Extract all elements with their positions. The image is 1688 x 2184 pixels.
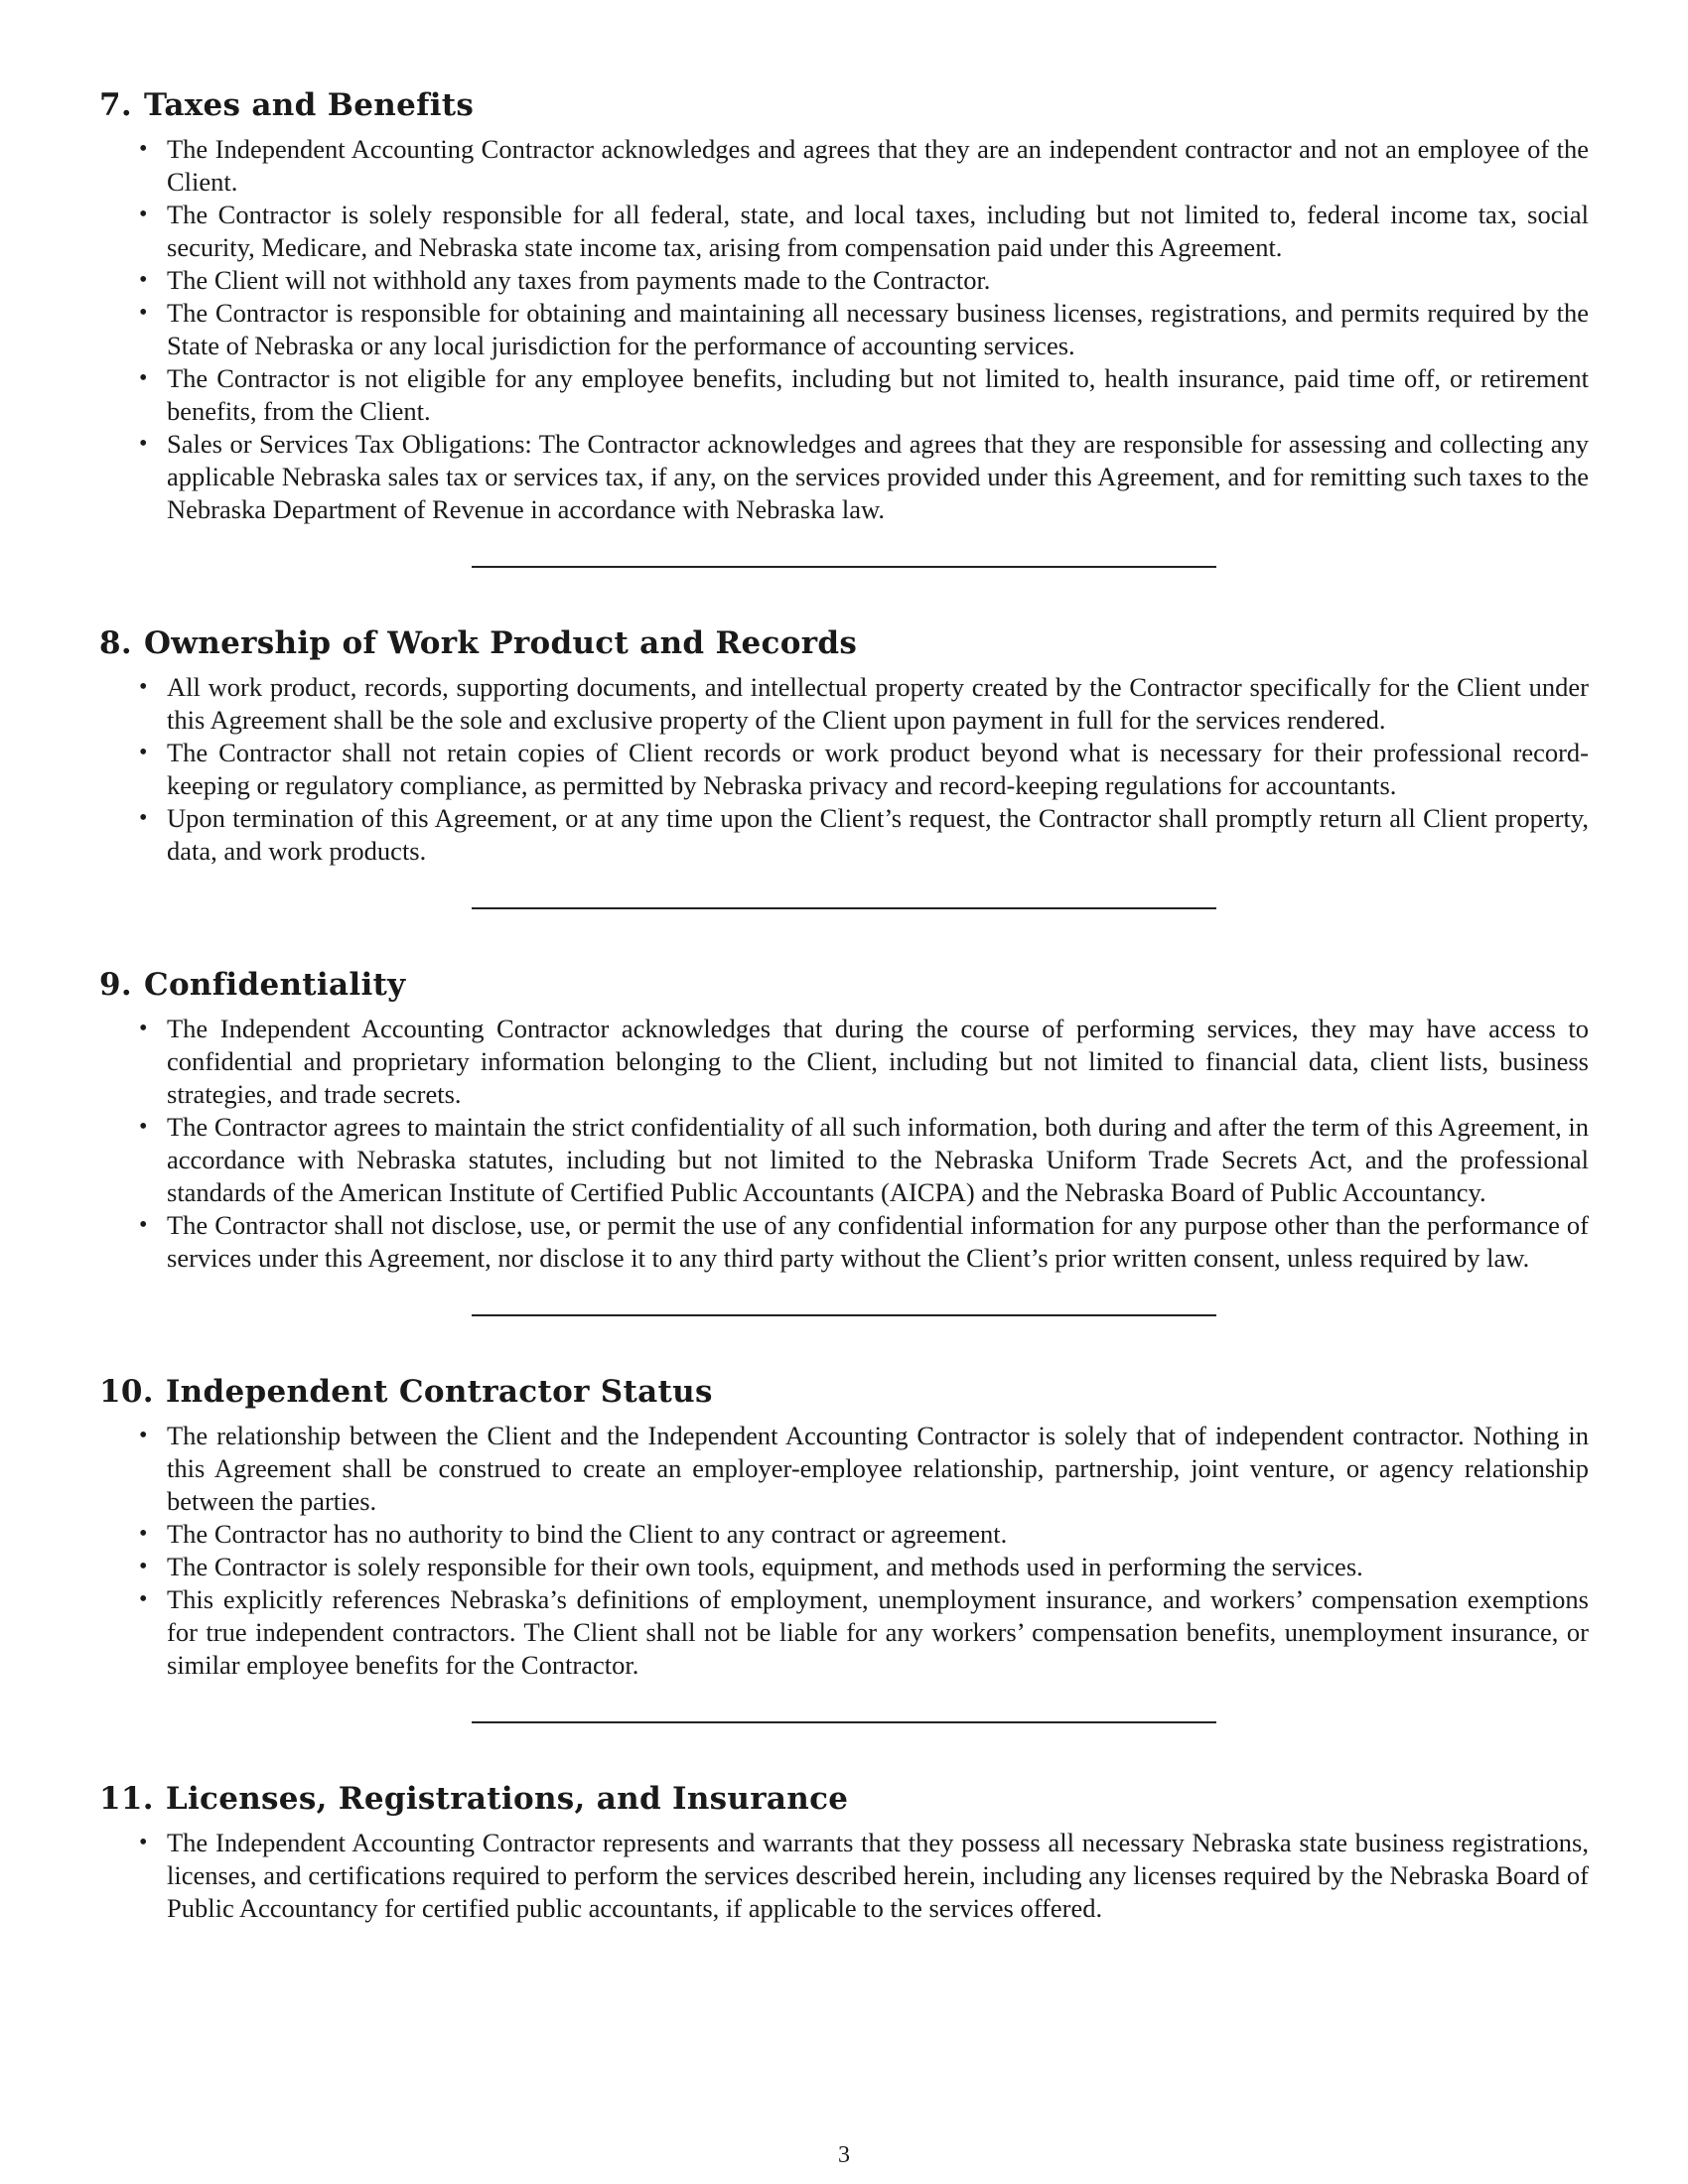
section-taxes-and-benefits [99,87,1589,526]
list-item: • The relationship between the Client and the Independent Accounting Contractor is solely that of independent contractor. Nothing in this Agreement shall be construed to create an employer-employee relationship, partnership, joint venture, or agency relationship between the parties. [167,1420,1589,1518]
bullet-list [99,133,1589,526]
list-item: • All work product, records, supporting documents, and intellectual property created by the Contractor specifically for the Client under this Agreement shall be the sole and exclusive property of the Client upon payment in full for the services rendered. [167,671,1589,737]
section-licenses-registrations-insurance [99,1781,1589,1925]
section-divider [472,1314,1216,1316]
section-heading: 11. Licenses, Registrations, and Insurance [99,1781,849,1817]
document-page [99,87,1589,1925]
page-number: 3 [838,2142,850,2168]
section-divider [472,907,1216,909]
section-heading: 9. Confidentiality [99,967,406,1003]
list-item: • The Contractor is solely responsible for all federal, state, and local taxes, including but not limited to, federal income tax, social security, Medicare, and Nebraska state income tax, arising from compensation paid under this Agreement. [167,199,1589,264]
section-confidentiality [99,967,1589,1275]
list-item: • The Independent Accounting Contractor acknowledges and agrees that they are an independent contractor and not an employee of the Client. [167,133,1589,199]
list-item: • The Client will not withhold any taxes from payments made to the Contractor. [167,264,1589,297]
list-item: • The Contractor is responsible for obtaining and maintaining all necessary business licenses, registrations, and permits required by the State of Nebraska or any local jurisdiction for the performance of accounting services. [167,297,1589,362]
bullet-list [99,1420,1589,1682]
list-item: • The Contractor has no authority to bind the Client to any contract or agreement. [167,1518,1589,1551]
section-heading: 10. Independent Contractor Status [99,1374,713,1410]
list-item: • This explicitly references Nebraska’s definitions of employment, unemployment insurance, and workers’ compensation exemptions for true independent contractors. The Client shall not be liable for any workers’ compensation benefits, unemployment insurance, or similar employee benefits for the Contractor. [167,1583,1589,1682]
list-item: • Upon termination of this Agreement, or at any time upon the Client’s request, the Contractor shall promptly return all Client property, data, and work products. [167,802,1589,868]
bullet-list [99,671,1589,868]
section-heading: 8. Ownership of Work Product and Records [99,625,858,661]
list-item: • The Independent Accounting Contractor represents and warrants that they possess all necessary Nebraska state business registrations, licenses, and certifications required to perform the services described herein, including any licenses required by the Nebraska Board of Public Accountancy for certified public accountants, if applicable to the services offered. [167,1827,1589,1925]
list-item: • Sales or Services Tax Obligations: The Contractor acknowledges and agrees that they are responsible for assessing and collecting any applicable Nebraska sales tax or services tax, if any, on the services provided under this Agreement, and for remitting such taxes to the Nebraska Department of Revenue in accordance with Nebraska law. [167,428,1589,526]
list-item: • The Independent Accounting Contractor acknowledges that during the course of performing services, they may have access to confidential and proprietary information belonging to the Client, including but not limited to financial data, client lists, business strategies, and trade secrets. [167,1013,1589,1111]
bullet-list [99,1013,1589,1275]
list-item: • The Contractor shall not disclose, use, or permit the use of any confidential information for any purpose other than the performance of services under this Agreement, nor disclose it to any third party without the Client’s prior written consent, unless required by law. [167,1209,1589,1275]
list-item: • The Contractor agrees to maintain the strict confidentiality of all such information, both during and after the term of this Agreement, in accordance with Nebraska statutes, including but not limited to the Nebraska Uniform Trade Secrets Act, and the professional standards of the American Institute of Certified Public Accountants (AICPA) and the Nebraska Board of Public Accountancy. [167,1111,1589,1209]
list-item: • The Contractor shall not retain copies of Client records or work product beyond what is necessary for their professional record-keeping or regulatory compliance, as permitted by Nebraska privacy and record-keeping regulations for accountants. [167,737,1589,802]
bullet-list [99,1827,1589,1925]
section-divider [472,1721,1216,1723]
section-ownership-of-work-product [99,625,1589,868]
list-item: • The Contractor is not eligible for any employee benefits, including but not limited to, health insurance, paid time off, or retirement benefits, from the Client. [167,362,1589,428]
section-heading: 7. Taxes and Benefits [99,87,475,123]
section-divider [472,566,1216,568]
section-independent-contractor-status [99,1374,1589,1682]
list-item: • The Contractor is solely responsible for their own tools, equipment, and methods used in performing the services. [167,1551,1589,1583]
